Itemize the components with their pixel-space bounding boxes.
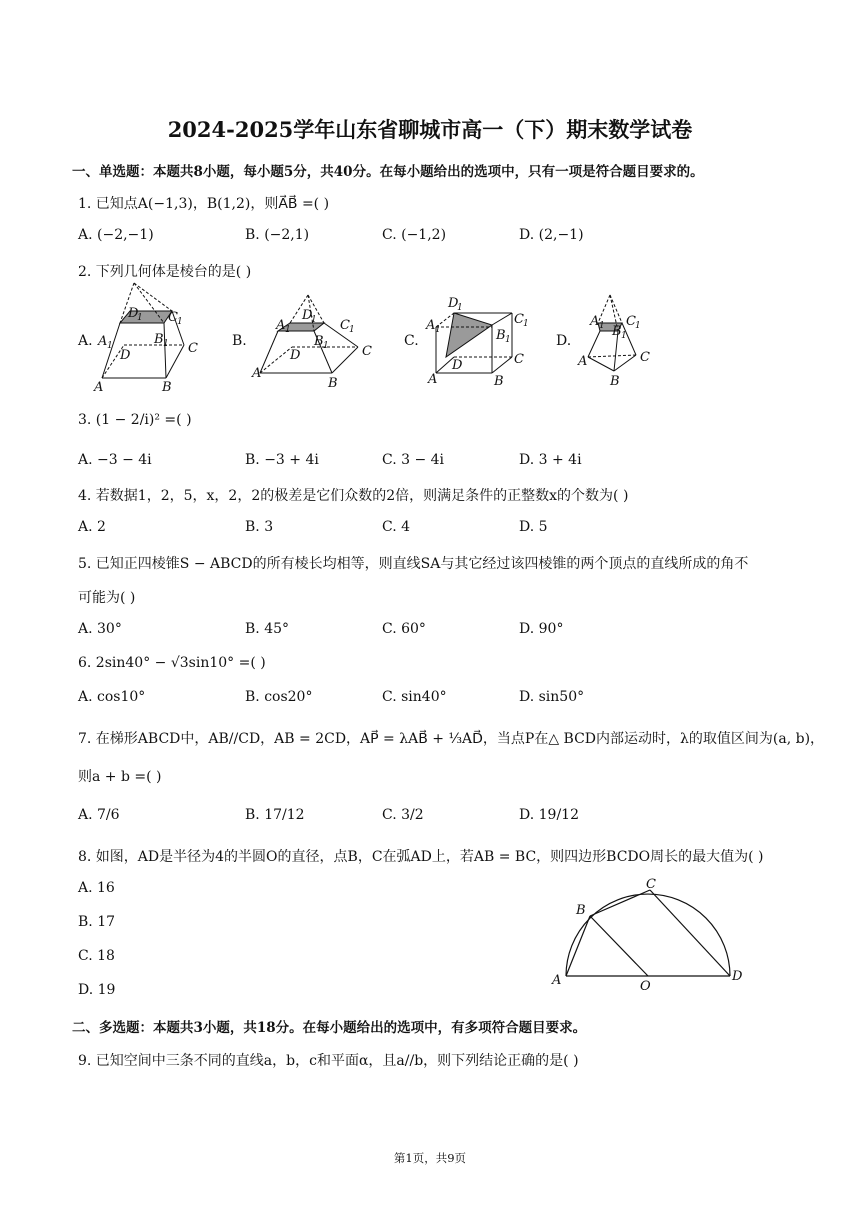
question-7-option-b: B. 17/12 (245, 807, 305, 823)
label-d1-sub: 1 (137, 313, 143, 323)
question-4-option-d: D. 5 (519, 519, 548, 535)
label-b1-sub: 1 (505, 335, 511, 345)
label-c1-sub: 1 (177, 317, 183, 327)
question-7-stem: 7. 在梯形ABCD中，AB//CD，AB = 2CD，AP⃗ = λAB⃗ + ⅓AD⃗，当点P在△ BCD内部运动时，λ的取值区间为(a, b)， (78, 731, 825, 747)
question-5-stem: 5. 已知正四棱锥S − ABCD的所有棱长均相等，则直线SA与其它经过该四棱锥的两个顶点的直线所成的角不 (78, 556, 749, 572)
label-a: A (578, 354, 588, 369)
question-8-stem: 8. 如图，AD是半径为4的半圆O的直径，点B，C在弧AD上，若AB = BC，则四边形BCDO周长的最大值为( ) (78, 849, 764, 865)
label-a1: A (276, 318, 286, 333)
label-a: A (428, 372, 438, 387)
label-a1: A (590, 314, 600, 329)
label-b: B (162, 380, 172, 395)
label-c1-sub: 1 (349, 325, 355, 335)
question-7-option-a: A. 7/6 (78, 807, 120, 823)
label-d: D (120, 348, 131, 363)
label-d1-sub: 1 (311, 315, 317, 325)
label-c: C (514, 352, 524, 367)
question-8-option-d: D. 19 (78, 982, 116, 998)
label-a: A (94, 380, 104, 395)
question-8-option-b: B. 17 (78, 914, 116, 930)
question-6-option-c: C. sin40° (382, 689, 447, 705)
figure-2d-solid (578, 295, 658, 390)
question-3-stem: 3. (1 − 2/i)² =( ) (78, 412, 192, 428)
question-4-option-a: A. 2 (78, 519, 106, 535)
question-9-stem: 9. 已知空间中三条不同的直线a，b，c和平面α，且a//b，则下列结论正确的是( ) (78, 1053, 579, 1069)
question-7-stem-cont: 则a + b =( ) (78, 769, 162, 785)
label-b: B (494, 374, 504, 389)
question-6-option-a: A. cos10° (78, 689, 146, 705)
question-6-option-b: B. cos20° (245, 689, 313, 705)
figure-2c-cube (424, 295, 539, 389)
figure-2b-solid (252, 295, 382, 390)
question-3-option-d: D. 3 + 4i (519, 452, 582, 468)
label-b1: B (496, 328, 506, 343)
question-1-option-d: D. (2,−1) (519, 227, 584, 243)
question-8-option-a: A. 16 (78, 880, 115, 896)
question-7-option-d: D. 19/12 (519, 807, 579, 823)
label-d1: D (128, 306, 139, 321)
label-b1: B (314, 334, 324, 349)
label-a1: A (426, 318, 436, 333)
question-2-option-a: A. (78, 333, 93, 349)
question-1-stem: 1. 已知点A(−1,3)，B(1,2)，则A⃗B⃗ =( ) (78, 196, 330, 212)
question-2-option-b: B. (232, 333, 247, 349)
question-7-option-c: C. 3/2 (382, 807, 424, 823)
question-1-option-b: B. (−2,1) (245, 227, 310, 243)
label-b1: B (154, 332, 164, 347)
question-2-stem: 2. 下列几何体是棱台的是( ) (78, 264, 252, 280)
label-b: B (576, 903, 586, 918)
label-d: D (452, 358, 463, 373)
page-footer: 第1页，共9页 (393, 1151, 467, 1165)
label-c1-sub: 1 (635, 321, 641, 331)
question-5-option-d: D. 90° (519, 621, 564, 637)
label-c: C (188, 341, 198, 356)
label-d1: D (448, 296, 459, 311)
label-b1-sub: 1 (323, 341, 329, 351)
label-b1: B (612, 324, 622, 339)
label-b: B (328, 376, 338, 391)
label-b: B (610, 374, 620, 389)
question-3-option-c: C. 3 − 4i (382, 452, 445, 468)
figure-2a-frustum (94, 283, 209, 393)
question-6-option-d: D. sin50° (519, 689, 585, 705)
label-c1: C (168, 310, 178, 325)
question-8-option-c: C. 18 (78, 948, 115, 964)
label-a1-sub: 1 (107, 341, 113, 351)
label-a: A (252, 366, 262, 381)
question-1-option-a: A. (−2,−1) (78, 227, 154, 243)
label-c1: C (626, 314, 636, 329)
question-6-stem: 6. 2sin40° − √3sin10° =( ) (78, 655, 266, 671)
question-2-option-c: C. (404, 333, 419, 349)
section-2-heading: 二、多选题：本题共3小题，共18分。在每小题给出的选项中，有多项符合题目要求。 (72, 1020, 587, 1036)
question-4-stem: 4. 若数据1，2，5，x，2，2的极差是它们众数的2倍，则满足条件的正整数x的个数为( ) (78, 488, 629, 504)
label-a: A (552, 973, 562, 988)
question-5-option-a: A. 30° (78, 621, 122, 637)
section-1-heading: 一、单选题：本题共8小题，每小题5分，共40分。在每小题给出的选项中，只有一项是符合题目要求的。 (72, 164, 704, 180)
label-a1: A (98, 334, 108, 349)
figure-8-semicircle (550, 876, 750, 994)
question-5-option-b: B. 45° (245, 621, 290, 637)
label-c1: C (340, 318, 350, 333)
question-1-option-c: C. (−1,2) (382, 227, 447, 243)
label-d1: D (302, 308, 313, 323)
question-4-option-c: C. 4 (382, 519, 411, 535)
label-b1-sub: 1 (621, 331, 627, 341)
label-d1-sub: 1 (457, 303, 463, 313)
question-3-option-b: B. −3 + 4i (245, 452, 319, 468)
label-a1-sub: 1 (285, 325, 291, 335)
question-2-option-d: D. (556, 333, 572, 349)
label-a1-sub: 1 (599, 321, 605, 331)
label-o: O (640, 979, 651, 994)
question-5-stem-cont: 可能为( ) (78, 590, 136, 606)
question-3-option-a: A. −3 − 4i (78, 452, 152, 468)
label-d: D (290, 348, 301, 363)
question-4-option-b: B. 3 (245, 519, 274, 535)
label-c: C (362, 344, 372, 359)
label-d: D (732, 969, 743, 984)
page-title: 2024-2025学年山东省聊城市高一（下）期末数学试卷 (167, 117, 693, 142)
label-a1-sub: 1 (435, 325, 441, 335)
label-b1-sub: 1 (163, 339, 169, 349)
label-c: C (640, 350, 650, 365)
question-5-option-c: C. 60° (382, 621, 426, 637)
label-c1-sub: 1 (523, 319, 529, 329)
label-c1: C (514, 312, 524, 327)
label-c: C (646, 877, 656, 892)
